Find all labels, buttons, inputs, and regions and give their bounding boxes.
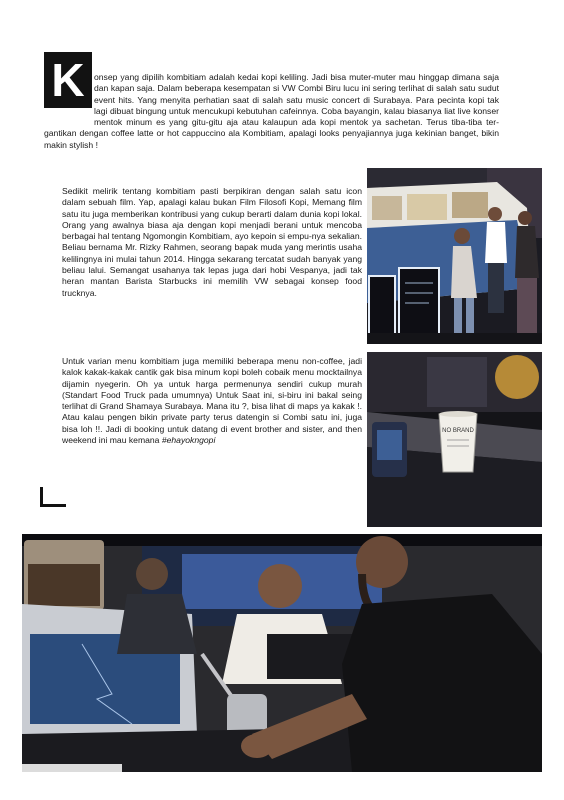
coffee-cup-illustration [367, 352, 542, 527]
intro-paragraph [44, 72, 499, 151]
dropcap-spacer [44, 72, 94, 118]
paragraph-menu-text: Untuk varian menu kombitiam juga memiliki beberapa menu non-coffee, jadi kalok kakak-kakak cantik gak bisa minum kopi boleh cobaik menu mocktailnya dijamin nyegerin. Oh ya untuk harga permenunya sendiri cukup murah (Standart Food Truck pada umumnya) Untuk Saat ini, si-biru ini bakal seing terlihat di Grand Shamaya Surabaya. Mana itu ?, bisa lihat di maps ya kakak !. Atau kalau pengen bikin private party terus datengin si Combi satu ini, juga bisa loh !!. Jadi di booking untuk datang di event brother and sister, and then weekend ini mau kemana [62, 356, 362, 446]
hashtag: #ehayokngopi [161, 435, 216, 446]
corner-bracket-decoration [40, 487, 66, 507]
vw-combi-truck-illustration [367, 168, 542, 344]
paragraph-history: Sedikit melirik tentang kombitiam pasti berpikiran dengan salah satu icon dalam sebuah film. Yap, apalagi kalau bukan Film Filosofi Kopi, Memang film satu itu juga memberikan kontribusi yang cukup berarti dalam dunia kopi lokal. Orang yang awalnya biasa aja dengan kopi menjadi berani untuk mencoba berbagai hal tentang Ngomongin Kombitiam, ayo kepoin si empu-nya sekalian. Beliau bernama Mr. Rizky Rahmen, seorang bapak muda yang merintis usaha kelilingnya ini mulai tahun 2014. Hingga sekarang tercatat sudah banyak yang beliau lalui. Semangat usahanya tak lepas juga dari hobi Vespanya, jadi tak heran mantan Barista Starbucks ini memilih VW sebagai konsep food trucknya. [62, 186, 362, 298]
vw-combi-truck-photo [367, 168, 542, 344]
coffee-cup-photo [367, 352, 542, 527]
drop-cap-letter: K [44, 52, 92, 108]
paragraph-menu [62, 356, 362, 446]
barista-illustration [22, 534, 542, 772]
intro-text: onsep yang dipilih kombitiam adalah kedai kopi keliling. Jadi bisa muter-muter mau hinggap dimana saja dan kapan saja. Dalam beberapa kesempatan si VW Combi Biru lucu ini sering terlihat di salah satu sudut event hits. Yang menyita perhatian saat di salah satu music concert di Surabaya. Para pecinta kopi tak lagi dibuat bingung untuk mencukupi kebutuhan cafeinnya. Coba bayangin, kalau biasanya liat live konser mentok minum es yang gitu-gitu aja atau kalaupun ada kopi mentok ya sachetan. Terus tiba-tiba ter-gantikan dengan coffee latte or hot cappuccino ala Kombitiam, apalagi looks penyajiannya juga kekinian banget, bikin makin stylish ! [44, 72, 499, 150]
barista-photo [22, 534, 542, 772]
cup-label-text: NO BRAND [442, 428, 474, 434]
